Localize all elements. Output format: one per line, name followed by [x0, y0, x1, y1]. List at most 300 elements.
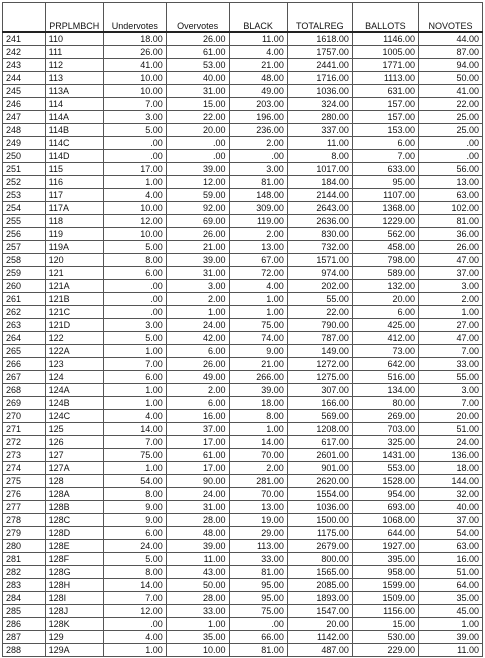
novotes-cell: 64.00 — [419, 579, 483, 592]
table-row — [3, 32, 483, 46]
row-number: 278 — [3, 514, 46, 527]
table-row — [3, 358, 483, 371]
novotes-cell: 32.00 — [419, 488, 483, 501]
precinct-cell: 114D — [45, 150, 103, 163]
black-cell: 281.00 — [229, 475, 287, 488]
overvotes-cell: 15.00 — [166, 98, 229, 111]
table-row — [3, 475, 483, 488]
table-row — [3, 631, 483, 644]
undervotes-cell: .00 — [103, 306, 166, 319]
precinct-cell: 114 — [45, 98, 103, 111]
undervotes-cell: 26.00 — [103, 46, 166, 59]
novotes-cell: 55.00 — [419, 371, 483, 384]
novotes-cell: 81.00 — [419, 215, 483, 228]
black-cell: 29.00 — [229, 527, 287, 540]
black-cell: 266.00 — [229, 371, 287, 384]
novotes-cell: 11.00 — [419, 644, 483, 657]
precinct-cell: 127 — [45, 449, 103, 462]
overvotes-cell: 28.00 — [166, 514, 229, 527]
overvotes-cell: 39.00 — [166, 540, 229, 553]
novotes-cell: 40.00 — [419, 501, 483, 514]
black-cell: 81.00 — [229, 644, 287, 657]
row-number: 274 — [3, 462, 46, 475]
black-cell: 14.00 — [229, 436, 287, 449]
ballots-cell: 693.00 — [352, 501, 418, 514]
totalreg-cell: 1893.00 — [287, 592, 352, 605]
novotes-cell: 47.00 — [419, 254, 483, 267]
precinct-cell: 128 — [45, 475, 103, 488]
row-number: 253 — [3, 189, 46, 202]
table-row — [3, 423, 483, 436]
novotes-cell: 1.00 — [419, 306, 483, 319]
ballots-cell: 134.00 — [352, 384, 418, 397]
table-row — [3, 189, 483, 202]
precinct-cell: 128G — [45, 566, 103, 579]
precinct-cell: 128A — [45, 488, 103, 501]
overvotes-cell: 50.00 — [166, 579, 229, 592]
table-row — [3, 293, 483, 306]
novotes-cell: 1.00 — [419, 618, 483, 631]
black-cell: 74.00 — [229, 332, 287, 345]
black-cell: 113.00 — [229, 540, 287, 553]
black-cell: 196.00 — [229, 111, 287, 124]
totalreg-cell: 800.00 — [287, 553, 352, 566]
novotes-cell: 3.00 — [419, 384, 483, 397]
black-cell: 18.00 — [229, 397, 287, 410]
header-ballots: BALLOTS — [352, 3, 418, 33]
table-row — [3, 254, 483, 267]
precinct-cell: 121D — [45, 319, 103, 332]
row-number: 244 — [3, 72, 46, 85]
ballots-cell: 6.00 — [352, 306, 418, 319]
overvotes-cell: 31.00 — [166, 267, 229, 280]
totalreg-cell: 1716.00 — [287, 72, 352, 85]
undervotes-cell: 1.00 — [103, 462, 166, 475]
novotes-cell: 33.00 — [419, 358, 483, 371]
black-cell: 33.00 — [229, 553, 287, 566]
black-cell: 13.00 — [229, 501, 287, 514]
table-row — [3, 46, 483, 59]
undervotes-cell: 17.00 — [103, 163, 166, 176]
novotes-cell: 27.00 — [419, 319, 483, 332]
ballots-cell: 15.00 — [352, 618, 418, 631]
novotes-cell: 102.00 — [419, 202, 483, 215]
novotes-cell: 13.00 — [419, 176, 483, 189]
novotes-cell: 26.00 — [419, 241, 483, 254]
overvotes-cell: 26.00 — [166, 228, 229, 241]
row-number: 259 — [3, 267, 46, 280]
undervotes-cell: 7.00 — [103, 592, 166, 605]
ballots-cell: 530.00 — [352, 631, 418, 644]
row-number: 277 — [3, 501, 46, 514]
precinct-cell: 128J — [45, 605, 103, 618]
table-row — [3, 345, 483, 358]
undervotes-cell: 8.00 — [103, 254, 166, 267]
black-cell: 9.00 — [229, 345, 287, 358]
overvotes-cell: .00 — [166, 150, 229, 163]
overvotes-cell: 39.00 — [166, 163, 229, 176]
totalreg-cell: 2643.00 — [287, 202, 352, 215]
novotes-cell: 25.00 — [419, 111, 483, 124]
row-number: 257 — [3, 241, 46, 254]
table-row — [3, 527, 483, 540]
table-row — [3, 85, 483, 98]
row-number: 256 — [3, 228, 46, 241]
overvotes-cell: 40.00 — [166, 72, 229, 85]
row-number: 250 — [3, 150, 46, 163]
black-cell: 13.00 — [229, 241, 287, 254]
totalreg-cell: 1017.00 — [287, 163, 352, 176]
novotes-cell: 41.00 — [419, 85, 483, 98]
black-cell: 49.00 — [229, 85, 287, 98]
table-row — [3, 280, 483, 293]
row-number: 258 — [3, 254, 46, 267]
ballots-cell: 1113.00 — [352, 72, 418, 85]
precinct-cell: 122 — [45, 332, 103, 345]
totalreg-cell: 1565.00 — [287, 566, 352, 579]
row-number: 242 — [3, 46, 46, 59]
black-cell: 203.00 — [229, 98, 287, 111]
totalreg-cell: 202.00 — [287, 280, 352, 293]
ballots-cell: 20.00 — [352, 293, 418, 306]
table-row — [3, 605, 483, 618]
header-row — [3, 3, 483, 33]
novotes-cell: 51.00 — [419, 566, 483, 579]
precinct-cell: 128F — [45, 553, 103, 566]
ballots-cell: 80.00 — [352, 397, 418, 410]
overvotes-cell: 12.00 — [166, 176, 229, 189]
table-row — [3, 540, 483, 553]
black-cell: 119.00 — [229, 215, 287, 228]
undervotes-cell: 9.00 — [103, 514, 166, 527]
undervotes-cell: 75.00 — [103, 449, 166, 462]
overvotes-cell: 26.00 — [166, 358, 229, 371]
ballots-cell: 269.00 — [352, 410, 418, 423]
undervotes-cell: 14.00 — [103, 423, 166, 436]
ballots-cell: 958.00 — [352, 566, 418, 579]
totalreg-cell: 790.00 — [287, 319, 352, 332]
row-number: 287 — [3, 631, 46, 644]
table-row — [3, 618, 483, 631]
overvotes-cell: 39.00 — [166, 254, 229, 267]
totalreg-cell: 1272.00 — [287, 358, 352, 371]
row-number: 279 — [3, 527, 46, 540]
table-row — [3, 215, 483, 228]
totalreg-cell: 1208.00 — [287, 423, 352, 436]
precinct-cell: 121A — [45, 280, 103, 293]
black-cell: 81.00 — [229, 566, 287, 579]
precinct-cell: 121B — [45, 293, 103, 306]
black-cell: 81.00 — [229, 176, 287, 189]
undervotes-cell: 5.00 — [103, 553, 166, 566]
totalreg-cell: 166.00 — [287, 397, 352, 410]
totalreg-cell: 2636.00 — [287, 215, 352, 228]
undervotes-cell: 12.00 — [103, 215, 166, 228]
black-cell: 1.00 — [229, 306, 287, 319]
black-cell: 75.00 — [229, 605, 287, 618]
totalreg-cell: 1500.00 — [287, 514, 352, 527]
ballots-cell: 1229.00 — [352, 215, 418, 228]
overvotes-cell: 48.00 — [166, 527, 229, 540]
novotes-cell: 7.00 — [419, 345, 483, 358]
black-cell: .00 — [229, 150, 287, 163]
undervotes-cell: 12.00 — [103, 605, 166, 618]
undervotes-cell: .00 — [103, 293, 166, 306]
totalreg-cell: 149.00 — [287, 345, 352, 358]
ballots-cell: 516.00 — [352, 371, 418, 384]
ballots-cell: 1927.00 — [352, 540, 418, 553]
table-row — [3, 592, 483, 605]
ballots-cell: 325.00 — [352, 436, 418, 449]
row-number: 252 — [3, 176, 46, 189]
black-cell: 2.00 — [229, 137, 287, 150]
undervotes-cell: 10.00 — [103, 85, 166, 98]
undervotes-cell: 1.00 — [103, 384, 166, 397]
ballots-cell: 458.00 — [352, 241, 418, 254]
totalreg-cell: 1571.00 — [287, 254, 352, 267]
row-number: 283 — [3, 579, 46, 592]
undervotes-cell: 4.00 — [103, 410, 166, 423]
ballots-cell: 798.00 — [352, 254, 418, 267]
totalreg-cell: 830.00 — [287, 228, 352, 241]
ballots-cell: 153.00 — [352, 124, 418, 137]
table-row — [3, 644, 483, 657]
table-row — [3, 59, 483, 72]
black-cell: 21.00 — [229, 59, 287, 72]
table-row — [3, 111, 483, 124]
ballots-cell: 644.00 — [352, 527, 418, 540]
novotes-cell: 2.00 — [419, 293, 483, 306]
header-totalreg: TOTALREG — [287, 3, 352, 33]
novotes-cell: .00 — [419, 150, 483, 163]
table-row — [3, 462, 483, 475]
data-sheet — [2, 2, 483, 657]
table-row — [3, 241, 483, 254]
undervotes-cell: 3.00 — [103, 319, 166, 332]
black-cell: 21.00 — [229, 358, 287, 371]
table-row — [3, 267, 483, 280]
precinct-cell: 114B — [45, 124, 103, 137]
undervotes-cell: 6.00 — [103, 527, 166, 540]
table-row — [3, 124, 483, 137]
ballots-cell: 1005.00 — [352, 46, 418, 59]
header-novotes: NOVOTES — [419, 3, 483, 33]
black-cell: 4.00 — [229, 280, 287, 293]
row-number: 268 — [3, 384, 46, 397]
row-number: 248 — [3, 124, 46, 137]
overvotes-cell: 3.00 — [166, 280, 229, 293]
black-cell: 72.00 — [229, 267, 287, 280]
totalreg-cell: 2085.00 — [287, 579, 352, 592]
row-number: 286 — [3, 618, 46, 631]
black-cell: 2.00 — [229, 228, 287, 241]
row-number: 249 — [3, 137, 46, 150]
undervotes-cell: .00 — [103, 618, 166, 631]
black-cell: 11.00 — [229, 32, 287, 46]
black-cell: 67.00 — [229, 254, 287, 267]
row-number: 245 — [3, 85, 46, 98]
novotes-cell: 16.00 — [419, 553, 483, 566]
row-number: 284 — [3, 592, 46, 605]
undervotes-cell: 1.00 — [103, 345, 166, 358]
overvotes-cell: 2.00 — [166, 293, 229, 306]
black-cell: 70.00 — [229, 449, 287, 462]
overvotes-cell: 2.00 — [166, 384, 229, 397]
overvotes-cell: 6.00 — [166, 397, 229, 410]
ballots-cell: 1771.00 — [352, 59, 418, 72]
ballots-cell: 562.00 — [352, 228, 418, 241]
totalreg-cell: 1036.00 — [287, 85, 352, 98]
ballots-cell: 1368.00 — [352, 202, 418, 215]
ballots-cell: 1431.00 — [352, 449, 418, 462]
header-overvotes: Overvotes — [166, 3, 229, 33]
table-row — [3, 228, 483, 241]
row-number: 282 — [3, 566, 46, 579]
precinct-cell: 127A — [45, 462, 103, 475]
precinct-cell: 121C — [45, 306, 103, 319]
novotes-cell: 56.00 — [419, 163, 483, 176]
row-number: 285 — [3, 605, 46, 618]
overvotes-cell: 49.00 — [166, 371, 229, 384]
totalreg-cell: 487.00 — [287, 644, 352, 657]
precinct-cell: 128I — [45, 592, 103, 605]
black-cell: 48.00 — [229, 72, 287, 85]
black-cell: 1.00 — [229, 293, 287, 306]
undervotes-cell: .00 — [103, 137, 166, 150]
overvotes-cell: 1.00 — [166, 306, 229, 319]
row-number: 281 — [3, 553, 46, 566]
novotes-cell: 37.00 — [419, 514, 483, 527]
black-cell: 70.00 — [229, 488, 287, 501]
novotes-cell: 54.00 — [419, 527, 483, 540]
undervotes-cell: 10.00 — [103, 228, 166, 241]
black-cell: 66.00 — [229, 631, 287, 644]
totalreg-cell: 732.00 — [287, 241, 352, 254]
row-number: 273 — [3, 449, 46, 462]
row-number: 269 — [3, 397, 46, 410]
overvotes-cell: 92.00 — [166, 202, 229, 215]
novotes-cell: .00 — [419, 137, 483, 150]
totalreg-cell: 184.00 — [287, 176, 352, 189]
ballots-cell: 1599.00 — [352, 579, 418, 592]
overvotes-cell: 28.00 — [166, 592, 229, 605]
overvotes-cell: 24.00 — [166, 488, 229, 501]
precinct-cell: 113 — [45, 72, 103, 85]
novotes-cell: 39.00 — [419, 631, 483, 644]
precinct-cell: 126 — [45, 436, 103, 449]
row-number: 272 — [3, 436, 46, 449]
table-body — [3, 32, 483, 657]
undervotes-cell: .00 — [103, 150, 166, 163]
row-number: 262 — [3, 306, 46, 319]
ballots-cell: 73.00 — [352, 345, 418, 358]
totalreg-cell: 1618.00 — [287, 32, 352, 46]
row-number: 243 — [3, 59, 46, 72]
precinct-cell: 116 — [45, 176, 103, 189]
undervotes-cell: 8.00 — [103, 488, 166, 501]
header-prplmbch: PRPLMBCH — [45, 3, 103, 33]
totalreg-cell: 617.00 — [287, 436, 352, 449]
totalreg-cell: 2441.00 — [287, 59, 352, 72]
ballots-cell: 1156.00 — [352, 605, 418, 618]
overvotes-cell: 16.00 — [166, 410, 229, 423]
totalreg-cell: 569.00 — [287, 410, 352, 423]
totalreg-cell: 787.00 — [287, 332, 352, 345]
overvotes-cell: 17.00 — [166, 462, 229, 475]
precinct-cell: 117 — [45, 189, 103, 202]
totalreg-cell: 1275.00 — [287, 371, 352, 384]
overvotes-cell: 31.00 — [166, 85, 229, 98]
undervotes-cell: 7.00 — [103, 436, 166, 449]
undervotes-cell: 54.00 — [103, 475, 166, 488]
table-row — [3, 488, 483, 501]
ballots-cell: 1068.00 — [352, 514, 418, 527]
ballots-cell: 132.00 — [352, 280, 418, 293]
overvotes-cell: 61.00 — [166, 46, 229, 59]
novotes-cell: 36.00 — [419, 228, 483, 241]
novotes-cell: 50.00 — [419, 72, 483, 85]
totalreg-cell: 8.00 — [287, 150, 352, 163]
totalreg-cell: 1142.00 — [287, 631, 352, 644]
novotes-cell: 63.00 — [419, 189, 483, 202]
overvotes-cell: 22.00 — [166, 111, 229, 124]
precinct-cell: 128K — [45, 618, 103, 631]
precinct-cell: 117A — [45, 202, 103, 215]
precinct-cell: 128B — [45, 501, 103, 514]
row-number: 288 — [3, 644, 46, 657]
black-cell: 4.00 — [229, 46, 287, 59]
totalreg-cell: 20.00 — [287, 618, 352, 631]
overvotes-cell: 61.00 — [166, 449, 229, 462]
table-row — [3, 150, 483, 163]
undervotes-cell: 1.00 — [103, 176, 166, 189]
totalreg-cell: 2679.00 — [287, 540, 352, 553]
overvotes-cell: 24.00 — [166, 319, 229, 332]
table-row — [3, 579, 483, 592]
row-number: 271 — [3, 423, 46, 436]
overvotes-cell: 21.00 — [166, 241, 229, 254]
undervotes-cell: 14.00 — [103, 579, 166, 592]
ballots-cell: 631.00 — [352, 85, 418, 98]
novotes-cell: 3.00 — [419, 280, 483, 293]
table-row — [3, 501, 483, 514]
ballots-cell: 157.00 — [352, 111, 418, 124]
novotes-cell: 94.00 — [419, 59, 483, 72]
ballots-cell: 95.00 — [352, 176, 418, 189]
totalreg-cell: 2601.00 — [287, 449, 352, 462]
totalreg-cell: 1036.00 — [287, 501, 352, 514]
row-number: 264 — [3, 332, 46, 345]
row-number: 251 — [3, 163, 46, 176]
row-number: 261 — [3, 293, 46, 306]
overvotes-cell: 69.00 — [166, 215, 229, 228]
precinct-cell: 111 — [45, 46, 103, 59]
novotes-cell: 144.00 — [419, 475, 483, 488]
precinct-cell: 124 — [45, 371, 103, 384]
table-row — [3, 72, 483, 85]
ballots-cell: 642.00 — [352, 358, 418, 371]
row-number: 241 — [3, 32, 46, 46]
undervotes-cell: 18.00 — [103, 32, 166, 46]
ballots-cell: 1146.00 — [352, 32, 418, 46]
undervotes-cell: 4.00 — [103, 189, 166, 202]
precinct-cell: 128C — [45, 514, 103, 527]
row-number: 263 — [3, 319, 46, 332]
totalreg-cell: 901.00 — [287, 462, 352, 475]
precinct-cell: 129A — [45, 644, 103, 657]
ballots-cell: 553.00 — [352, 462, 418, 475]
precinct-cell: 128H — [45, 579, 103, 592]
